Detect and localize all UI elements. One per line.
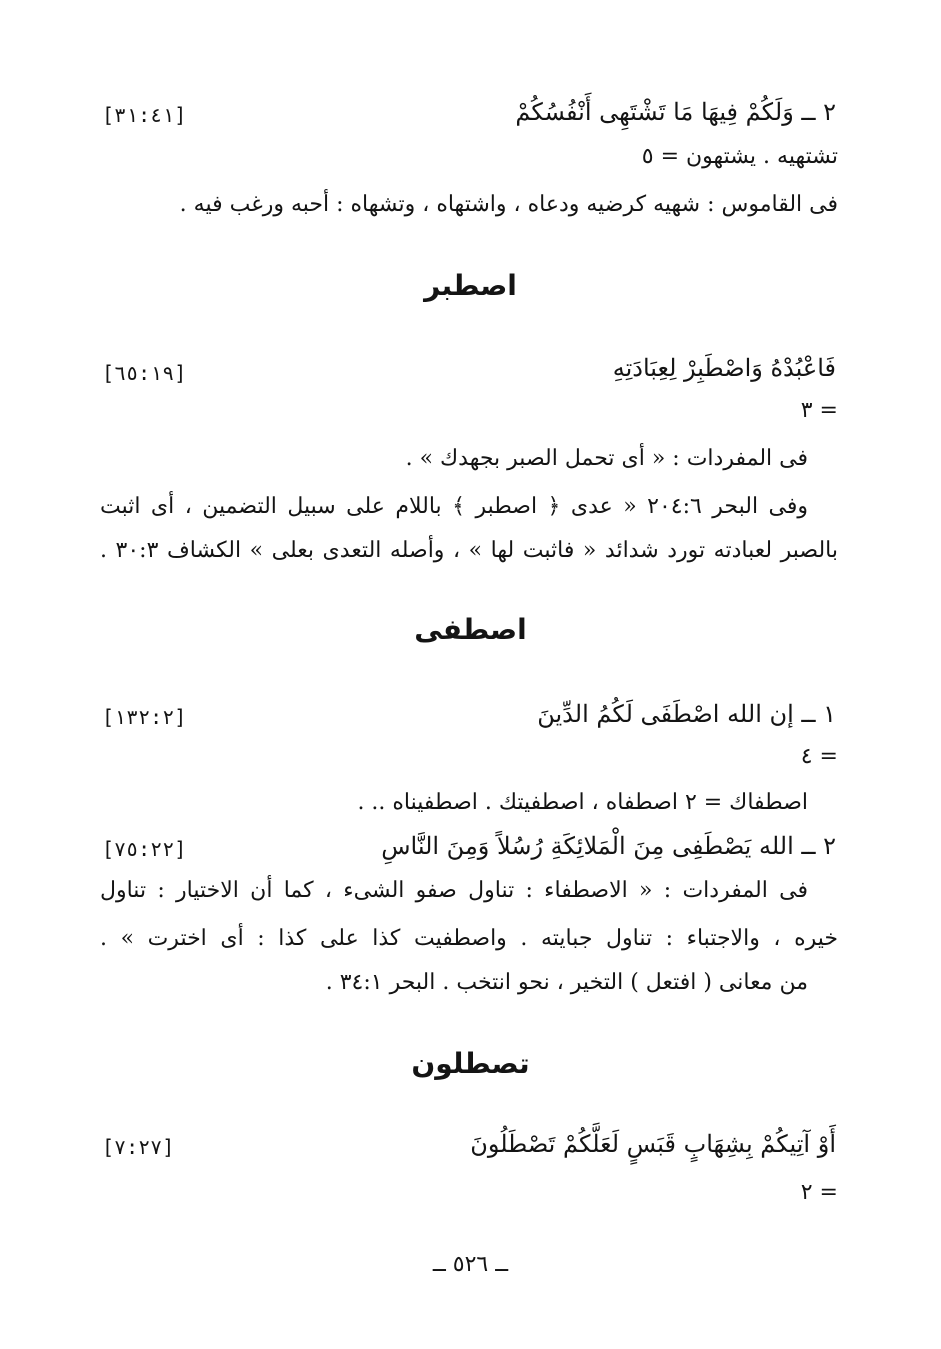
text-line: خيره ، والاجتباء : تناول جبايته . واصطفيت كذا على كذا : أى اخترت » . (100, 926, 838, 951)
quran-verse: ٢ ــ وَلَكُمْ فِيهَا مَا تَشْتَهِى أَنْفُسُكُمْ (515, 98, 836, 126)
text-line: وفى البحر ٢٠٤:٦ « عدى ﴿ اصطبر ﴾ باللام على سبيل التضمين ، أى اثبت (100, 494, 808, 519)
page-number: ــ ٥٢٦ ــ (432, 1252, 509, 1277)
quran-verse: ١ ــ إن الله اصْطَفَى لَكُمُ الدِّينَ (537, 700, 836, 728)
text-line: من معانى ( افتعل ) التخير ، نحو انتخب . البحر ٣٤:١ . (325, 970, 808, 995)
text-line: تشتهيه . يشتهون = ٥ (641, 144, 838, 169)
verse-reference: [١٣٢:٢] (102, 705, 187, 729)
text-line: = ٣ (800, 398, 838, 423)
text-line: اصطفاك = ٢ اصطفاه ، اصطفيتك . اصطفيناه .. . (357, 790, 808, 815)
text-line: فى المفردات : « أى تحمل الصبر بجهدك » . (405, 446, 808, 471)
text-line: فى المفردات : « الاصطفاء : تناول صفو الشىء ، كما أن الاختيار : تناول (100, 878, 808, 903)
text-line: = ٢ (800, 1180, 838, 1205)
verse-reference: [٦٥:١٩] (102, 361, 187, 385)
section-heading: اصطفى (414, 613, 527, 646)
text-line: بالصبر لعبادته تورد شدائد « فاثبت لها » ، وأصله التعدى بعلى » الكشاف ٣٠:٣ . (100, 538, 838, 563)
quran-verse: فَاعْبُدْهُ وَاصْطَبِرْ لِعِبَادَتِهِ (612, 354, 836, 382)
quran-verse: ٢ ــ الله يَصْطَفِى مِنَ الْمَلائِكَةِ رُسُلاً وَمِنَ النَّاسِ (381, 832, 836, 860)
verse-reference: [٣١:٤١] (102, 103, 187, 127)
text-line: = ٤ (800, 744, 838, 769)
quran-verse: أَوْ آتِيكُمْ بِشِهَابٍ قَبَسٍ لَعَلَّكُمْ تَصْطَلُونَ (470, 1130, 836, 1158)
section-heading: تصطلون (411, 1047, 530, 1080)
verse-reference: [٧٥:٢٢] (102, 837, 187, 861)
text-line: فى القاموس : شهيه كرضيه ودعاه ، واشتهاه ، وتشهاه : أحبه ورغب فيه . (179, 192, 838, 217)
verse-reference: [٧:٢٧] (102, 1135, 175, 1159)
section-heading: اصطبر (424, 269, 517, 302)
